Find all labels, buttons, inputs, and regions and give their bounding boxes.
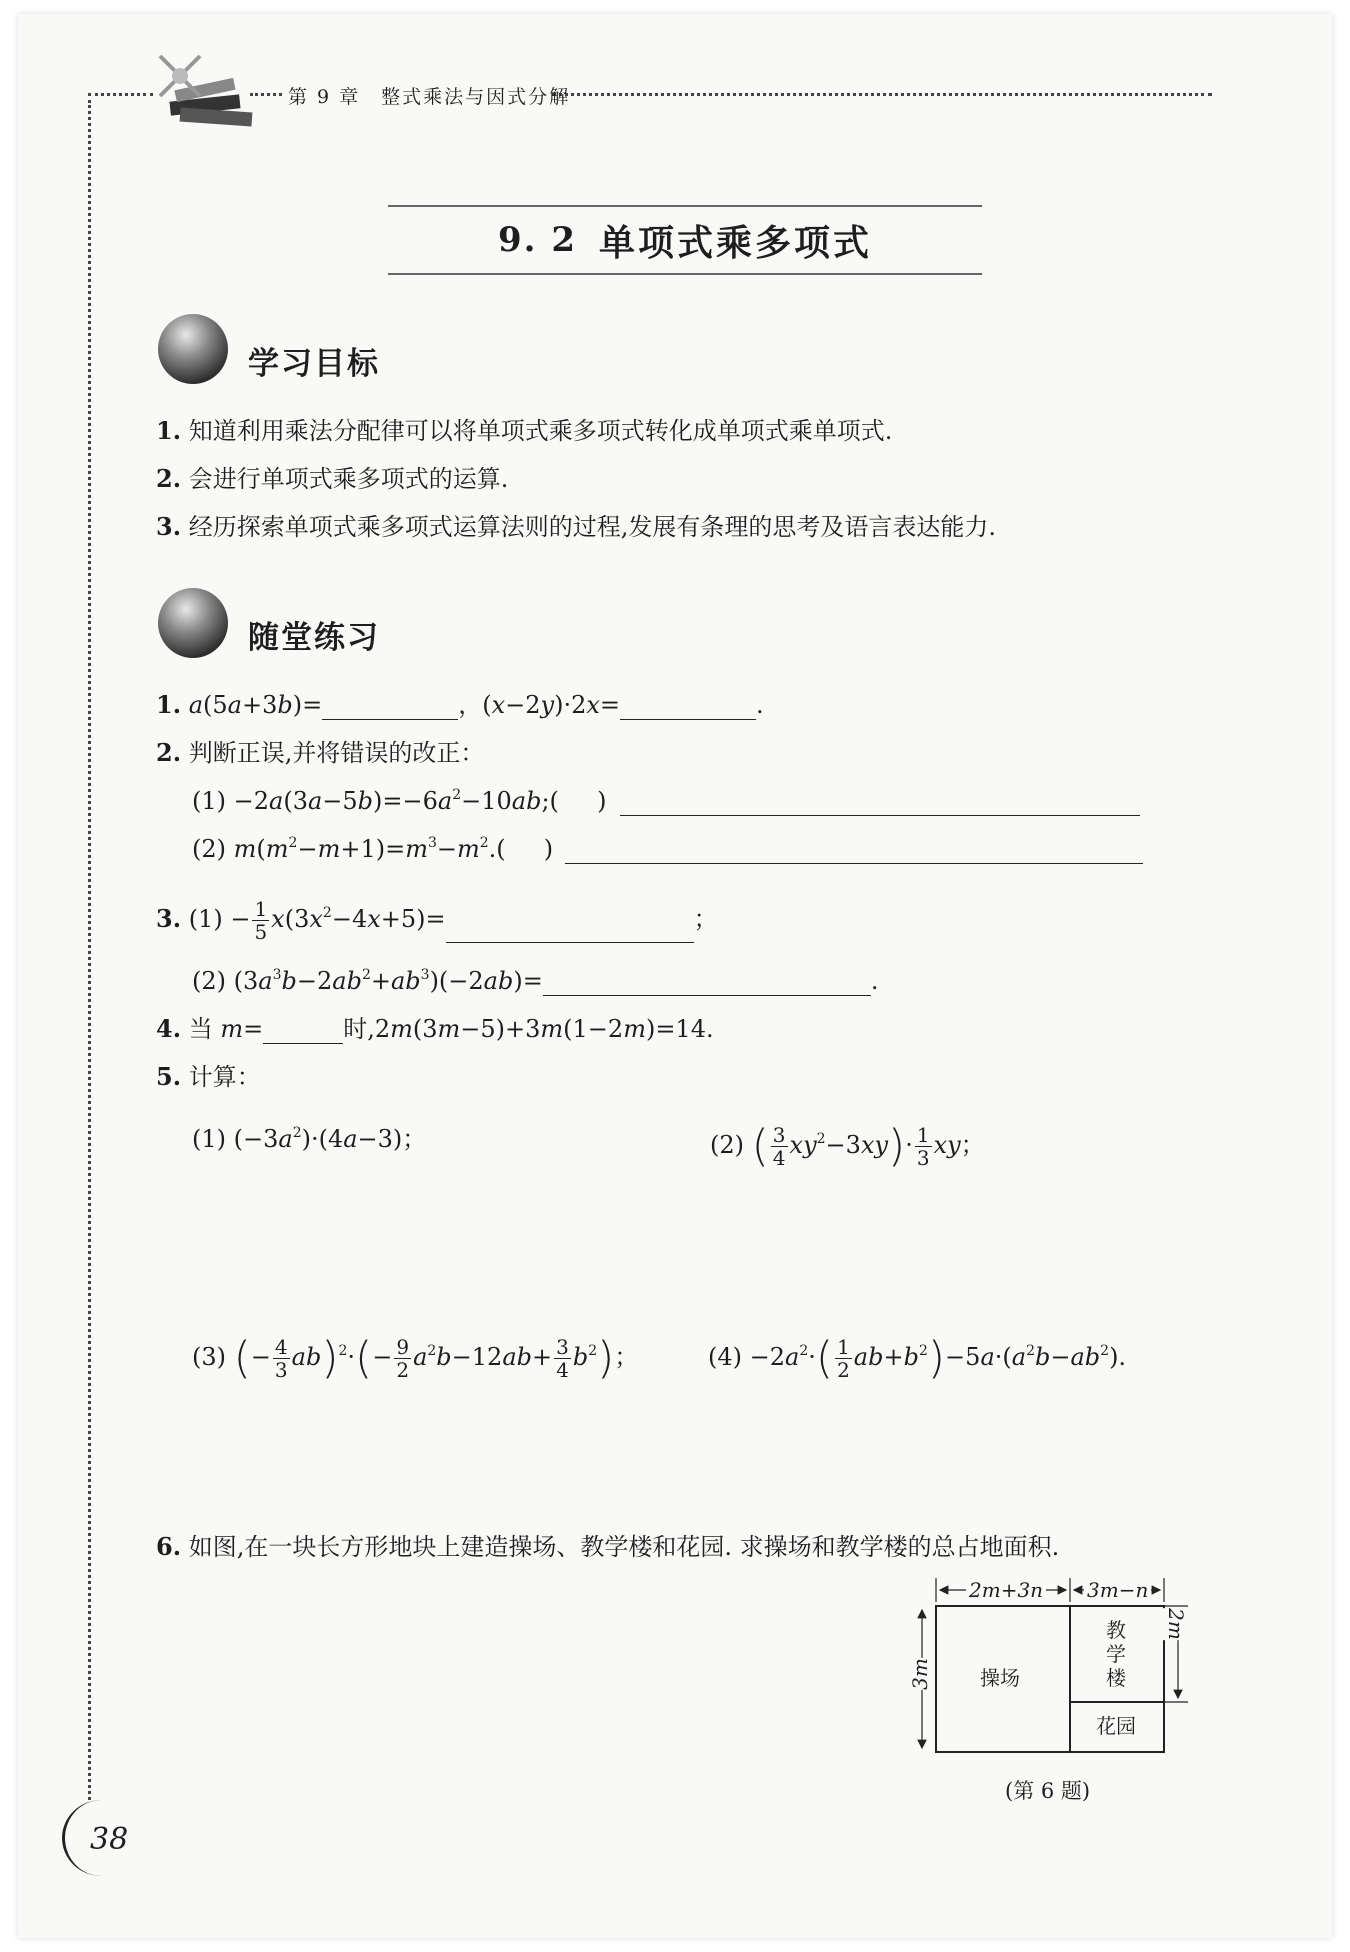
answer-blank[interactable]: [620, 789, 1140, 816]
section-number: 9. 2: [497, 220, 577, 260]
books-icon: [150, 48, 260, 138]
answer-blank[interactable]: [620, 693, 756, 720]
question-3-1: 3. (1) − $\frac{1}{5}$ $x(3x^2-4x+5)=$ ；: [156, 897, 718, 944]
question-5-3: (3) (− $\frac{4}{3}$ ab)$^2$·(− $\frac{9}{2}$ $a^2b-12ab+$ $\frac{3}{4}$ $b^2$)；: [192, 1332, 639, 1384]
objective-item-2: 2. 会进行单项式乘多项式的运算.: [156, 464, 509, 493]
page-number: 38: [90, 1822, 129, 1857]
section-title-text: 单项式乘多项式: [598, 222, 872, 264]
area-building-2: 学: [1106, 1642, 1126, 1666]
objectives-heading: 学习目标: [248, 346, 380, 382]
label-top-right: 3m−n: [1084, 1578, 1151, 1602]
question-2-1: $(1) -2a(3a-5b)=-6a^2-10ab$;( ): [192, 786, 1140, 816]
sphere-icon: [158, 314, 228, 384]
area-playground: 操场: [980, 1666, 1020, 1690]
figure-diagram: [900, 1574, 1220, 1774]
header-rule-mid: [250, 93, 282, 96]
globe-icon: [158, 588, 228, 658]
area-building-3: 楼: [1106, 1666, 1126, 1690]
question-6: 6. 如图,在一块长方形地块上建造操场、教学楼和花园. 求操场和教学楼的总占地面积.: [156, 1532, 1060, 1561]
answer-blank[interactable]: [543, 969, 871, 996]
margin-rule: [88, 100, 91, 1800]
question-5-4: $(4) -2a^2\cdot$( $\frac{1}{2}$ $ab+b^2)-5a\cdot(a^2b-ab^2)$.: [708, 1332, 1127, 1384]
label-top-left: 2m+3n: [966, 1578, 1046, 1602]
area-building-1: 教: [1106, 1618, 1126, 1642]
answer-blank[interactable]: [446, 916, 694, 943]
question-5: 5. 计算：: [156, 1062, 261, 1091]
figure-caption: (第 6 题): [1005, 1779, 1091, 1803]
objective-item-3: 3. 经历探索单项式乘多项式运算法则的过程,发展有条理的思考及语言表达能力.: [156, 512, 996, 541]
question-1: 1. a(5a+3b)= ，(x−2y)·2x= .: [156, 690, 764, 719]
label-right: 2m: [1163, 1608, 1188, 1640]
answer-blank[interactable]: [322, 693, 458, 720]
question-2-2: (2) $m(m^2-m+1)=m^3-m^2$.( ): [192, 834, 1143, 864]
question-5-2: (2) ( $\frac{3}{4}$ $xy^2-3xy)\cdot$ $\frac{1}{3}$ xy；: [710, 1120, 985, 1172]
answer-blank[interactable]: [565, 837, 1143, 864]
answer-blank[interactable]: [263, 1017, 343, 1044]
question-2: 2. 判断正误,并将错误的改正：: [156, 738, 485, 767]
practice-heading: 随堂练习: [248, 620, 380, 656]
label-left: 3m: [907, 1658, 932, 1690]
section-title: [388, 205, 982, 275]
header-rule-left: [88, 93, 153, 96]
chapter-header: 第 9 章 整式乘法与因式分解: [288, 86, 571, 108]
header-rule-right: [552, 93, 1212, 96]
objective-item-1: 1. 知道利用乘法分配律可以将单项式乘多项式转化成单项式乘单项式.: [156, 416, 893, 445]
question-5-1: (1) $(-3a^2)\cdot(4a-3)$；: [192, 1125, 427, 1153]
question-3-2: (2) $(3a^3b-2ab^2+ab^3)(-2ab)=$ .: [192, 967, 879, 995]
question-4: 4. 当 m= 时,2m(3m−5)+3m(1−2m)=14.: [156, 1014, 714, 1043]
area-garden: 花园: [1096, 1714, 1136, 1738]
